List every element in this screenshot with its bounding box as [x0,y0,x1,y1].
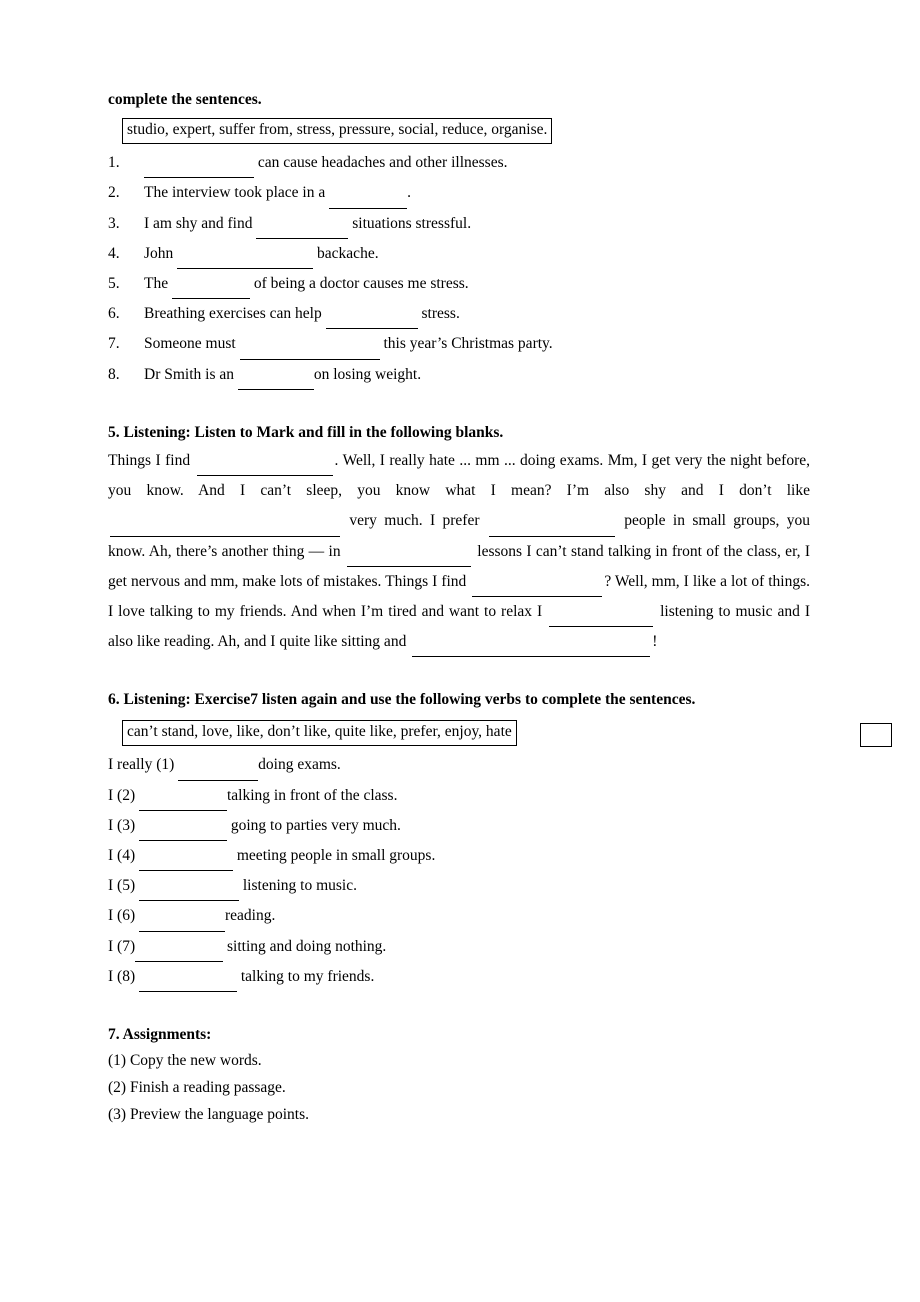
fill-in-blank[interactable] [139,886,239,902]
item-text-before: I (2) [108,786,139,804]
exercise-7-section [108,1026,810,1128]
fill-in-blank[interactable] [197,460,333,476]
exercise-6-item [108,781,810,811]
exercise-6-section [108,691,810,992]
item-text-before: I really (1) [108,756,179,774]
fill-in-blank[interactable] [172,284,250,300]
passage-text: . Well, I really hate ... mm ... doing exams. Mm, I get very the night before, you know. And I can’t sleep, you know what I mean? I’m also shy and I don’t like [108,451,810,500]
fill-in-blank[interactable] [139,916,225,932]
item-text-before: I (7) [108,937,136,955]
exercise-4-instruction: complete the sentences. [108,91,262,108]
exercise-7-items [108,1048,810,1128]
item-text-before: Someone must [144,335,240,353]
fill-in-blank[interactable] [412,642,650,658]
exercise-6-item [108,932,810,962]
exercise-5-section [108,424,810,658]
exercise-4-item [108,269,810,299]
exercise-4-section [108,88,810,390]
item-text-after: doing exams. [258,756,341,774]
item-text [144,299,460,329]
exercise-4-item [108,209,810,239]
item-text-before: I (6) [108,907,139,925]
fill-in-blank[interactable] [139,795,227,811]
item-text-after: listening to music. [239,877,357,895]
item-number: 3. [108,214,120,232]
item-text-after: on losing weight. [313,365,422,383]
item-text-after: meeting people in small groups. [233,847,436,865]
item-text-after: talking in front of the class. [227,786,398,804]
exercise-6-item [108,841,810,871]
item-text-before: I (3) [108,816,139,834]
item-text [144,360,421,390]
item-text [144,269,469,299]
exercise-6-item [108,962,810,992]
exercise-4-item [108,360,810,390]
item-text-before: Dr Smith is an [144,365,238,383]
item-text [144,178,411,208]
passage-text: very much. I prefer [342,512,487,530]
exercise-6-item [108,750,810,780]
item-text-after: of being a doctor causes me stress. [249,275,469,293]
passage-text: listening to music and I also like reading. Ah, and I quite like sitting and [108,603,811,651]
item-text-after: this year’s Christmas party. [379,335,553,353]
fill-in-blank[interactable] [135,946,223,962]
fill-in-blank[interactable] [178,765,258,781]
item-text-before: Breathing exercises can help [144,305,326,323]
item-text-before: John [144,244,178,262]
exercise-7-item: (1) Copy the new words. [108,1052,262,1070]
exercise-6-item [108,901,810,931]
passage-text: lessons I can’t stand talking in front of the class, er, I get nervous and mm, make lots of mistakes. Things I find [108,542,810,590]
exercise-5-passage [108,446,810,658]
fill-in-blank[interactable] [139,825,227,841]
exercise-7-item: (2) Finish a reading passage. [108,1078,286,1096]
item-number: 7. [108,335,120,353]
passage-text: ! [652,633,658,651]
exercise-7-item: (3) Preview the language points. [108,1105,310,1123]
item-text-after: going to parties very much. [227,816,401,834]
item-text-after: backache. [313,244,379,262]
item-text-after: can cause headaches and other illnesses. [254,154,508,172]
fill-in-blank[interactable] [177,253,313,269]
item-text [144,329,553,359]
item-text-after: stress. [417,305,460,323]
item-text-after: . [407,184,411,202]
exercise-4-item [108,299,810,329]
item-text-after: situations stressful. [348,214,472,232]
fill-in-blank[interactable] [144,163,254,179]
item-text-before: I am shy and find [144,214,257,232]
margin-answer-box [860,723,892,747]
fill-in-blank[interactable] [238,374,314,390]
item-text-before: The interview took place in a [144,184,330,202]
item-text [144,239,379,269]
item-text-after: reading. [225,907,276,925]
item-text-before: I (4) [108,847,139,865]
item-number: 2. [108,184,120,202]
exercise-7-title: 7. Assignments: [108,1026,212,1044]
exercise-6-items [108,750,810,992]
item-number: 8. [108,365,120,383]
fill-in-blank[interactable] [139,856,233,872]
fill-in-blank[interactable] [549,612,653,628]
item-text [144,209,471,239]
exercise-6-item [108,871,810,901]
exercise-4-items [108,148,810,390]
exercise-4-item [108,329,810,359]
item-text [144,148,508,178]
item-text-after: talking to my friends. [237,967,375,985]
fill-in-blank[interactable] [326,314,418,330]
item-number: 1. [108,154,120,172]
fill-in-blank[interactable] [489,521,615,537]
fill-in-blank[interactable] [110,521,340,537]
exercise-4-item [108,239,810,269]
item-text-before: I (5) [108,877,139,895]
fill-in-blank[interactable] [347,551,471,567]
fill-in-blank[interactable] [256,223,348,239]
exercise-6-item [108,811,810,841]
exercise-5-title: 5. Listening: Listen to Mark and fill in the following blanks. [108,423,504,441]
passage-text: Things I find [108,451,195,469]
item-text-before: I (8) [108,967,139,985]
item-number: 5. [108,275,120,293]
item-text-after: sitting and doing nothing. [223,937,387,955]
passage-text: ? Well, mm, I like a lot of things. I love talking to my friends. And when I’m tired and want to relax I [108,572,811,621]
exercise-6-title: 6. Listening: Exercise7 listen again and use the following verbs to complete the sentences. [108,691,696,709]
fill-in-blank[interactable] [139,976,237,992]
item-text-before: The [144,275,172,293]
passage-text: people in small groups, you know. Ah, there’s another thing — in [108,512,810,560]
exercise-4-item [108,148,810,178]
exercise-4-item [108,178,810,208]
exercise-6-word-bank: can’t stand, love, like, don’t like, quite like, prefer, enjoy, hate [122,720,517,746]
exercise-4-word-bank: studio, expert, suffer from, stress, pressure, social, reduce, organise. [122,118,552,144]
fill-in-blank[interactable] [472,581,602,597]
fill-in-blank[interactable] [240,344,380,360]
item-number: 6. [108,305,120,323]
fill-in-blank[interactable] [329,193,407,209]
item-number: 4. [108,244,120,262]
